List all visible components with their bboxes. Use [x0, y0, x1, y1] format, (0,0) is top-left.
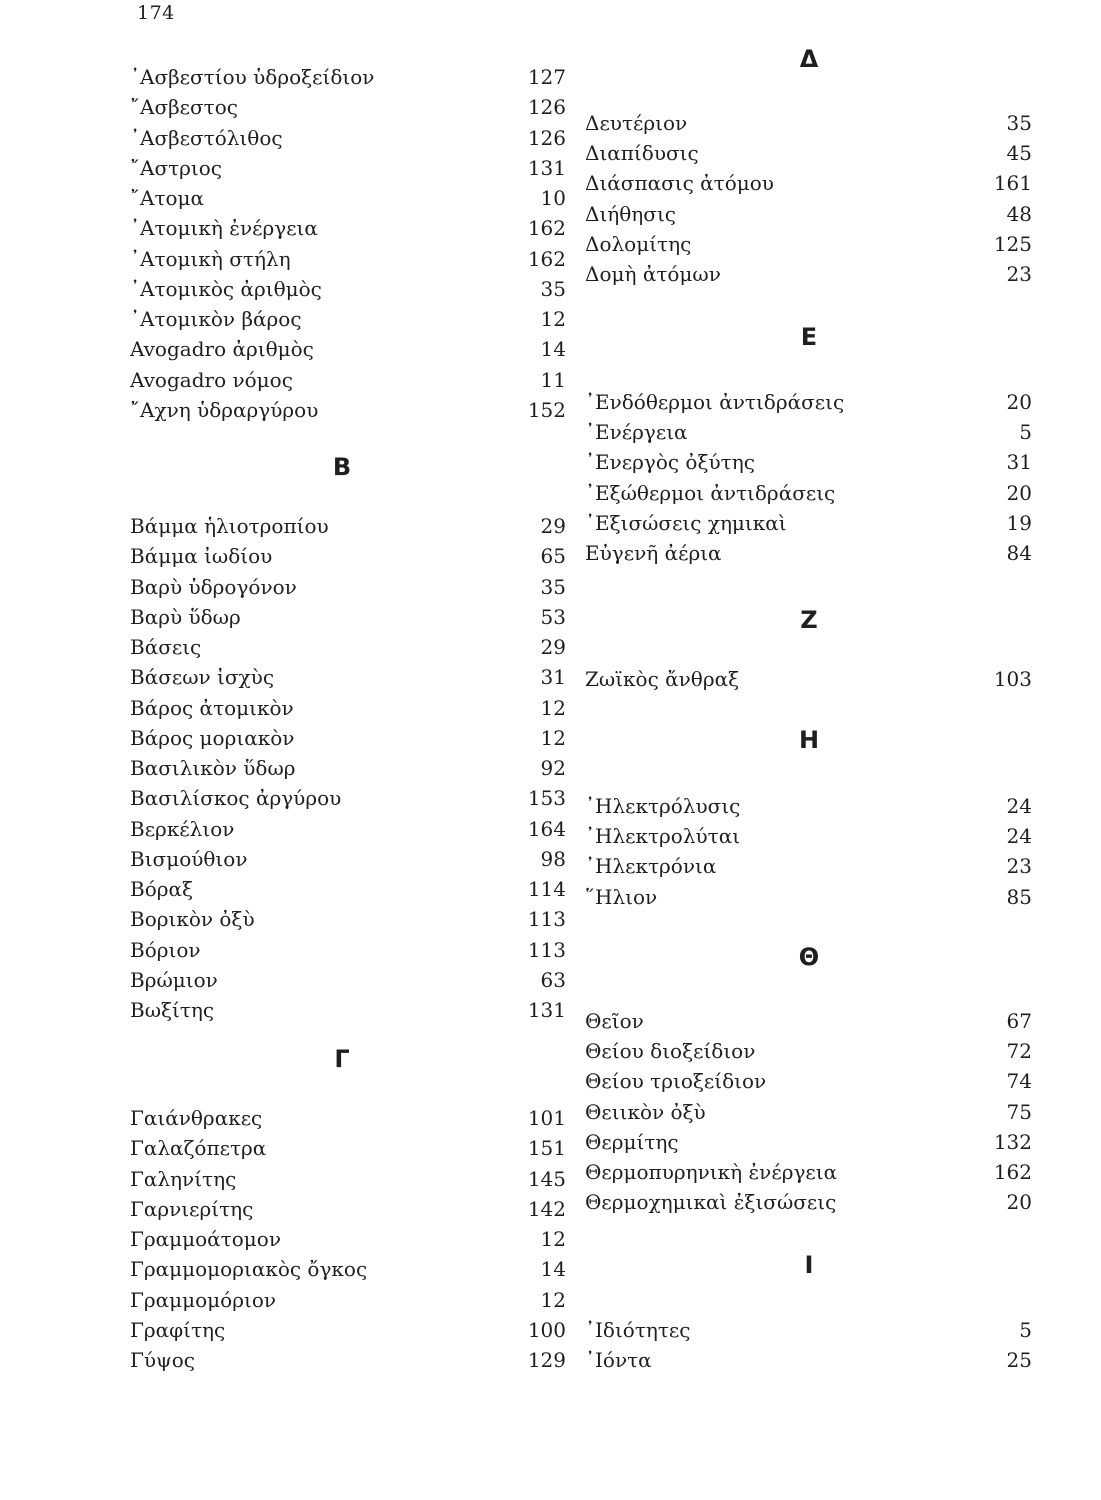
index-page-number: 101	[527, 1106, 566, 1130]
index-entry	[130, 62, 566, 92]
index-entry	[585, 821, 1032, 851]
index-page-number: 12	[540, 695, 566, 720]
index-page-number: 126	[527, 95, 566, 120]
index-entry	[130, 1133, 566, 1163]
section-letter: Η	[798, 726, 820, 754]
index-page-number: 29	[540, 514, 566, 538]
index-entry	[130, 814, 566, 844]
index-page-number: 63	[540, 967, 566, 992]
index-entry	[130, 395, 566, 425]
index-entry	[585, 1006, 1032, 1036]
index-term: Εὐγενῆ ἀέρια	[585, 541, 722, 565]
index-term: Γαλαζόπετρα	[130, 1136, 267, 1161]
index-term: Βωξίτης	[130, 998, 215, 1022]
section-letter: Ε	[800, 323, 818, 351]
index-page-number: 45	[1006, 141, 1032, 166]
index-entry	[585, 1066, 1032, 1096]
index-page-number: 23	[1006, 262, 1032, 286]
index-entry	[585, 1315, 1032, 1345]
index-entry	[585, 1097, 1032, 1127]
index-entry	[130, 1224, 566, 1254]
index-entry	[130, 274, 566, 304]
index-term: Δευτέριον	[585, 111, 688, 135]
index-term: Θερμοπυρηνικὴ ἐνέργεια	[585, 1160, 838, 1184]
index-term: ῎Αχνη ὑδραργύρου	[130, 397, 319, 422]
index-entry	[130, 123, 566, 153]
index-entry	[130, 1103, 566, 1133]
index-entry	[585, 1127, 1032, 1157]
index-page-number: 5	[1019, 1318, 1032, 1342]
index-entry	[130, 753, 566, 783]
index-page-number: 92	[540, 756, 566, 780]
index-page-number: 35	[540, 574, 566, 599]
index-page-number: 125	[993, 231, 1032, 256]
index-page-number: 10	[540, 186, 566, 210]
index-entry	[130, 783, 566, 813]
index-term: Βισμούθιον	[130, 846, 248, 871]
index-term: Βασιλίσκος ἀργύρου	[130, 786, 342, 811]
index-term: ᾿Ασβεστίου ὑδροξείδιον	[130, 65, 375, 89]
index-page-number: 113	[527, 907, 566, 932]
index-entry	[130, 995, 566, 1025]
index-entry	[130, 844, 566, 874]
index-page-number: 35	[540, 276, 566, 301]
index-entry	[585, 882, 1032, 912]
index-term: ᾿Ιόντα	[585, 1348, 652, 1373]
index-entry	[130, 1315, 566, 1345]
index-entry	[585, 538, 1032, 568]
index-page-number: 161	[993, 171, 1032, 196]
index-term: Διήθησις	[585, 201, 676, 226]
index-page-number: 114	[527, 877, 566, 901]
index-term: Γαρνιερίτης	[130, 1196, 254, 1221]
index-entry	[585, 259, 1032, 289]
index-term: Βόραξ	[130, 877, 194, 901]
index-term: ᾿Ατομικὴ ἐνέργεια	[130, 216, 318, 241]
index-entry	[130, 723, 566, 753]
index-term: Θερμοχημικαὶ ἐξισώσεις	[585, 1190, 837, 1215]
index-term: Διαπίδυσις	[585, 141, 699, 166]
index-page-number: 103	[993, 667, 1032, 691]
index-page-number: 29	[540, 635, 566, 659]
index-entry	[130, 632, 566, 662]
index-entry	[585, 851, 1032, 881]
index-term: ᾿Ενδόθερμοι ἀντιδράσεις	[585, 390, 845, 414]
index-entry	[130, 602, 566, 632]
index-term: ᾿Ηλεκτρόλυσις	[585, 794, 741, 818]
index-entry	[585, 1187, 1032, 1217]
index-term: Βάρος μοριακὸν	[130, 725, 295, 750]
index-page-number: 126	[527, 125, 566, 150]
index-entry	[130, 1164, 566, 1194]
index-page-number: 72	[1006, 1039, 1032, 1064]
index-page-number: 12	[540, 1227, 566, 1251]
index-page-number: 23	[1006, 854, 1032, 879]
index-page-number: 20	[1006, 480, 1032, 505]
section-letter: Δ	[799, 45, 819, 73]
index-term: ῎Ασβεστος	[130, 95, 238, 120]
index-page-number: 25	[1006, 1348, 1032, 1373]
index-term: Βρώμιον	[130, 967, 218, 992]
index-term: Γύψος	[130, 1348, 195, 1372]
index-page-number: 164	[527, 816, 566, 841]
index-page-number: 98	[540, 846, 566, 871]
index-entry	[585, 138, 1032, 168]
index-page-number: 131	[527, 998, 566, 1022]
index-entry	[130, 334, 566, 364]
index-term: Γραμμοάτομον	[130, 1227, 281, 1251]
index-page-number: 142	[527, 1196, 566, 1221]
index-page-number: 12	[540, 307, 566, 331]
index-entry	[585, 664, 1032, 694]
index-entry	[130, 511, 566, 541]
index-entry	[130, 1285, 566, 1315]
index-entry	[130, 92, 566, 122]
section-letter: Ζ	[800, 606, 818, 634]
index-page-number: 162	[993, 1160, 1032, 1184]
index-entry	[130, 541, 566, 571]
index-page-number: 127	[527, 65, 566, 89]
index-page-number: 24	[1006, 794, 1032, 818]
index-term: Θείου διοξείδιον	[585, 1039, 756, 1064]
index-term: ῞Ηλιον	[585, 884, 658, 909]
section-letter: Θ	[798, 943, 820, 971]
index-entry	[130, 1194, 566, 1224]
index-term: Βάρος ἀτομικὸν	[130, 695, 294, 720]
index-entry	[130, 874, 566, 904]
index-page-number: 100	[527, 1317, 566, 1342]
index-term: Θερμίτης	[585, 1129, 679, 1154]
index-entry	[585, 108, 1032, 138]
index-entry	[130, 904, 566, 934]
index-page-number: 131	[527, 155, 566, 180]
index-page-number: 11	[540, 367, 566, 392]
index-page-number: 5	[1019, 420, 1032, 445]
index-page-number: 152	[527, 397, 566, 422]
section-letter: Β	[332, 453, 352, 481]
index-page-number: 31	[540, 665, 566, 690]
index-page-number: 53	[540, 604, 566, 629]
index-page-number: 84	[1006, 541, 1032, 565]
index-term: ῎Αστριος	[130, 155, 223, 180]
index-term: Avogadro ἀριθμὸς	[130, 337, 314, 362]
index-term: ᾿Ηλεκτρόνια	[585, 854, 717, 879]
index-entry	[585, 508, 1032, 538]
index-page-number: 153	[527, 786, 566, 811]
index-term: ῎Ατομα	[130, 186, 205, 210]
index-term: Βερκέλιον	[130, 816, 235, 841]
index-page-number: 65	[540, 544, 566, 569]
index-entry	[130, 183, 566, 213]
index-entry	[130, 935, 566, 965]
index-term: Δολομίτης	[585, 231, 692, 256]
index-term: Γαληνίτης	[130, 1166, 237, 1191]
index-term: Γαιάνθρακες	[130, 1106, 263, 1130]
index-page-number: 20	[1006, 1190, 1032, 1215]
index-term: Βάσεων ἰσχὺς	[130, 665, 275, 690]
index-term: Γραμμομόριον	[130, 1287, 277, 1312]
index-page-number: 162	[527, 246, 566, 271]
index-term: Βασιλικὸν ὕδωρ	[130, 756, 296, 780]
index-entry	[130, 662, 566, 692]
page-number: 174	[137, 2, 175, 24]
index-term: ᾿Ατομικὴ στήλη	[130, 246, 291, 271]
index-entry	[130, 365, 566, 395]
index-page-number: 14	[540, 1257, 566, 1282]
index-term: Βάσεις	[130, 635, 202, 659]
index-entry	[585, 447, 1032, 477]
index-term: ᾿Εξώθερμοι ἀντιδράσεις	[585, 480, 836, 505]
index-page-number: 24	[1006, 824, 1032, 849]
index-term: Βορικὸν ὀξὺ	[130, 907, 255, 932]
index-entry	[585, 478, 1032, 508]
index-entry	[130, 965, 566, 995]
index-entry	[130, 213, 566, 243]
index-page-number: 75	[1006, 1099, 1032, 1124]
index-entry	[585, 387, 1032, 417]
index-entry	[130, 1254, 566, 1284]
index-term: ᾿Ασβεστόλιθος	[130, 125, 283, 150]
index-term: Δομὴ ἀτόμων	[585, 262, 721, 286]
index-page-number: 85	[1006, 884, 1032, 909]
index-term: Βαρὺ ὕδωρ	[130, 604, 241, 629]
index-term: ᾿Ιδιότητες	[585, 1318, 691, 1342]
index-page-number: 129	[527, 1348, 566, 1372]
index-entry	[585, 1157, 1032, 1187]
index-entry	[585, 1345, 1032, 1375]
index-entry	[130, 693, 566, 723]
index-term: Ζωϊκὸς ἄνθραξ	[585, 667, 740, 691]
index-page-number: 14	[540, 337, 566, 362]
index-page-number: 19	[1006, 510, 1032, 535]
index-entry	[585, 229, 1032, 259]
index-page-number: 113	[527, 937, 566, 962]
index-page-number: 12	[540, 1287, 566, 1312]
index-term: ᾿Ενέργεια	[585, 420, 688, 445]
index-term: ᾿Ηλεκτρολύται	[585, 824, 741, 849]
index-term: Διάσπασις ἀτόμου	[585, 171, 774, 196]
index-page-number: 35	[1006, 111, 1032, 135]
index-term: ᾿Ατομικὸς ἀριθμὸς	[130, 276, 322, 301]
index-term: Βάμμα ἡλιοτροπίου	[130, 514, 329, 538]
section-letter: Ι	[804, 1251, 814, 1279]
index-entry	[585, 1036, 1032, 1066]
index-term: Avogadro νόμος	[130, 367, 293, 392]
index-entry	[130, 572, 566, 602]
index-page-number: 162	[527, 216, 566, 241]
index-term: ᾿Ατομικὸν βάρος	[130, 307, 302, 331]
index-term: Θεῖον	[585, 1009, 644, 1033]
index-entry	[585, 199, 1032, 229]
index-term: Βαρὺ ὑδρογόνον	[130, 574, 297, 599]
index-term: Θειικὸν ὀξὺ	[585, 1099, 706, 1124]
index-page-number: 132	[993, 1129, 1032, 1154]
index-term: ᾿Εξισώσεις χημικαὶ	[585, 510, 787, 535]
index-entry	[130, 153, 566, 183]
index-term: Βόριον	[130, 937, 201, 962]
index-term: Γραμμομοριακὸς ὄγκος	[130, 1257, 368, 1282]
index-entry	[130, 304, 566, 334]
index-term: Γραφίτης	[130, 1317, 226, 1342]
index-page-number: 74	[1006, 1069, 1032, 1094]
index-page-number: 20	[1006, 390, 1032, 414]
index-page-number: 48	[1006, 201, 1032, 226]
index-page-number: 12	[540, 725, 566, 750]
index-entry	[130, 1345, 566, 1375]
index-term: Θείου τριοξείδιον	[585, 1069, 767, 1094]
index-entry	[585, 168, 1032, 198]
index-term: ᾿Ενεργὸς ὀξύτης	[585, 450, 755, 475]
section-letter: Γ	[334, 1045, 350, 1073]
index-page-number: 67	[1006, 1009, 1032, 1033]
index-entry	[585, 417, 1032, 447]
index-entry	[130, 244, 566, 274]
index-page-number: 145	[527, 1166, 566, 1191]
index-page-number: 31	[1006, 450, 1032, 475]
index-entry	[585, 791, 1032, 821]
index-term: Βάμμα ἰωδίου	[130, 544, 273, 569]
index-page-number: 151	[527, 1136, 566, 1161]
